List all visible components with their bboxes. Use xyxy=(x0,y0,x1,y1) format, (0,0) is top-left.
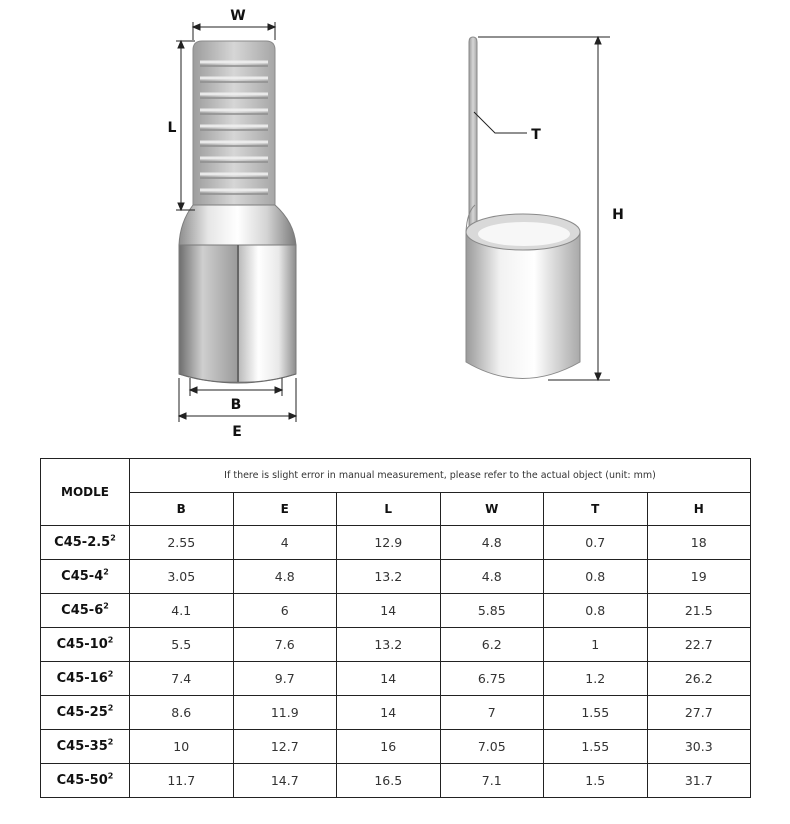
value-cell-w: 7.05 xyxy=(440,730,544,764)
value-cell-e: 6 xyxy=(233,594,337,628)
value-cell-h: 18 xyxy=(647,526,751,560)
value-cell-h: 19 xyxy=(647,560,751,594)
value-cell-b: 2.55 xyxy=(130,526,234,560)
value-cell-h: 27.7 xyxy=(647,696,751,730)
value-cell-t: 0.8 xyxy=(544,560,648,594)
value-cell-e: 7.6 xyxy=(233,628,337,662)
col-header-w: W xyxy=(440,493,544,526)
column-header-row xyxy=(41,493,751,526)
value-cell-l: 14 xyxy=(337,696,441,730)
value-cell-w: 7.1 xyxy=(440,764,544,798)
value-cell-t: 1 xyxy=(544,628,648,662)
value-cell-t: 0.7 xyxy=(544,526,648,560)
table-row xyxy=(41,764,751,798)
value-cell-t: 0.8 xyxy=(544,594,648,628)
model-name: C45-35 xyxy=(56,739,108,754)
value-cell-l: 13.2 xyxy=(337,560,441,594)
col-header-t: T xyxy=(544,493,648,526)
col-header-h: H xyxy=(647,493,751,526)
value-cell-l: 14 xyxy=(337,662,441,696)
value-cell-l: 14 xyxy=(337,594,441,628)
value-cell-h: 26.2 xyxy=(647,662,751,696)
model-name: C45-4 xyxy=(61,569,104,584)
value-cell-b: 4.1 xyxy=(130,594,234,628)
model-name: C45-6 xyxy=(61,603,104,618)
model-name: C45-10 xyxy=(56,637,108,652)
model-name: C45-2.5 xyxy=(54,535,111,550)
model-name: C45-25 xyxy=(56,705,108,720)
table-row xyxy=(41,594,751,628)
table-row xyxy=(41,662,751,696)
value-cell-e: 4 xyxy=(233,526,337,560)
model-name: C45-16 xyxy=(56,671,108,686)
value-cell-w: 6.75 xyxy=(440,662,544,696)
table-row xyxy=(41,696,751,730)
col-header-b: B xyxy=(130,493,234,526)
model-cell xyxy=(41,696,130,730)
value-cell-t: 1.55 xyxy=(544,696,648,730)
value-cell-h: 31.7 xyxy=(647,764,751,798)
model-superscript: 2 xyxy=(110,533,116,543)
model-cell xyxy=(41,764,130,798)
value-cell-h: 30.3 xyxy=(647,730,751,764)
dimension-l xyxy=(176,41,195,210)
value-cell-w: 5.85 xyxy=(440,594,544,628)
model-superscript: 2 xyxy=(103,601,109,611)
terminal-side-view xyxy=(466,37,580,379)
value-cell-b: 10 xyxy=(130,730,234,764)
value-cell-e: 9.7 xyxy=(233,662,337,696)
value-cell-t: 1.55 xyxy=(544,730,648,764)
model-superscript: 2 xyxy=(107,669,114,679)
value-cell-w: 7 xyxy=(440,696,544,730)
value-cell-w: 6.2 xyxy=(440,628,544,662)
value-cell-e: 12.7 xyxy=(233,730,337,764)
value-cell-e: 4.8 xyxy=(233,560,337,594)
value-cell-b: 8.6 xyxy=(130,696,234,730)
model-superscript: 2 xyxy=(107,737,114,747)
model-superscript: 2 xyxy=(107,635,114,645)
value-cell-b: 11.7 xyxy=(130,764,234,798)
dim-label-w: W xyxy=(230,8,246,24)
measurement-note: If there is slight error in manual measurement, please refer to the actual object (unit: mm) xyxy=(130,459,751,493)
dim-label-l: L xyxy=(167,120,177,136)
value-cell-t: 1.2 xyxy=(544,662,648,696)
model-cell xyxy=(41,526,130,560)
value-cell-l: 16.5 xyxy=(337,764,441,798)
dimension-t xyxy=(474,112,527,133)
value-cell-b: 7.4 xyxy=(130,662,234,696)
model-cell xyxy=(41,730,130,764)
value-cell-e: 14.7 xyxy=(233,764,337,798)
model-cell xyxy=(41,662,130,696)
table-row xyxy=(41,526,751,560)
col-header-e: E xyxy=(233,493,337,526)
value-cell-t: 1.5 xyxy=(544,764,648,798)
dim-label-h: H xyxy=(612,207,624,223)
value-cell-l: 12.9 xyxy=(337,526,441,560)
value-cell-l: 13.2 xyxy=(337,628,441,662)
terminal-front-view xyxy=(179,41,296,383)
model-superscript: 2 xyxy=(107,771,114,781)
value-cell-e: 11.9 xyxy=(233,696,337,730)
dim-label-e: E xyxy=(232,424,242,440)
value-cell-w: 4.8 xyxy=(440,560,544,594)
model-superscript: 2 xyxy=(107,703,114,713)
dim-label-t: T xyxy=(531,127,541,143)
table-row xyxy=(41,730,751,764)
model-cell xyxy=(41,560,130,594)
specification-table xyxy=(40,458,751,798)
table-row xyxy=(41,560,751,594)
value-cell-h: 22.7 xyxy=(647,628,751,662)
value-cell-b: 3.05 xyxy=(130,560,234,594)
model-superscript: 2 xyxy=(103,567,109,577)
model-cell xyxy=(41,594,130,628)
value-cell-h: 21.5 xyxy=(647,594,751,628)
table-row xyxy=(41,628,751,662)
value-cell-b: 5.5 xyxy=(130,628,234,662)
model-cell xyxy=(41,628,130,662)
col-header-l: L xyxy=(337,493,441,526)
dim-label-b: B xyxy=(230,397,242,413)
model-name: C45-50 xyxy=(56,773,108,788)
model-column-header: MODLE xyxy=(41,459,130,526)
value-cell-w: 4.8 xyxy=(440,526,544,560)
value-cell-l: 16 xyxy=(337,730,441,764)
dimension-w xyxy=(193,22,275,40)
